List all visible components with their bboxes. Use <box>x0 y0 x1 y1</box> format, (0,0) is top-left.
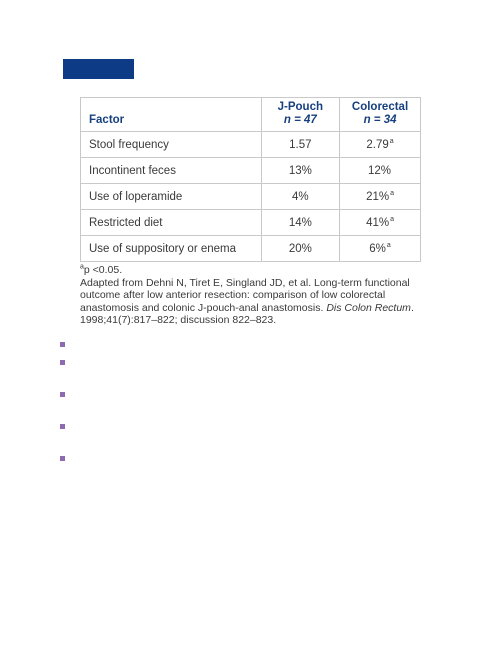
significance-marker: a <box>390 215 394 223</box>
header-colorectal-n-label: n <box>363 114 371 126</box>
factor-cell: Use of suppository or enema <box>81 236 262 262</box>
citation-text: Adapted from Dehni N, Tiret E, Singland JD, et al. Long-term functional outcome after low anterior resection: comparison of low colorectal anastomosis and colonic J-pouch-anal anastomosis. <box>80 276 410 314</box>
colorectal-value: 41% <box>366 216 390 229</box>
header-jpouch <box>261 98 339 132</box>
colorectal-cell <box>340 158 421 184</box>
significance-marker: a <box>390 189 394 197</box>
colorectal-cell <box>340 132 421 158</box>
square-bullet-icon <box>60 360 65 365</box>
factors-table-container <box>80 97 421 262</box>
colorectal-value: 12% <box>368 164 392 177</box>
header-factor: Factor <box>81 98 262 132</box>
factor-cell: Incontinent feces <box>81 158 262 184</box>
square-bullet-icon <box>60 342 65 347</box>
footnote <box>80 264 425 277</box>
table-row <box>81 132 421 158</box>
colorectal-cell <box>340 210 421 236</box>
square-bullet-icon <box>60 424 65 429</box>
header-colorectal-n-value: = 34 <box>370 114 397 126</box>
table-row <box>81 184 421 210</box>
factors-table <box>80 97 421 262</box>
table-row <box>81 158 421 184</box>
section-label-bar <box>63 59 134 79</box>
citation-tail: . 1998;41(7):817–822; discussion 822–823. <box>80 301 414 326</box>
header-jpouch-n-label: n <box>283 114 291 126</box>
footnote-text: p <0.05. <box>83 264 123 276</box>
citation-journal: Dis Colon Rectum <box>326 301 411 314</box>
jpouch-cell: 14% <box>261 210 339 236</box>
header-colorectal <box>340 98 421 132</box>
jpouch-cell: 1.57 <box>261 132 339 158</box>
colorectal-cell <box>340 184 421 210</box>
header-jpouch-n-value: = 47 <box>290 114 317 126</box>
header-jpouch-name: J-Pouch <box>277 101 324 113</box>
citation <box>80 277 425 327</box>
bullet-list <box>60 0 70 650</box>
table-row <box>81 236 421 262</box>
colorectal-value: 2.79 <box>366 138 389 151</box>
footnote-marker: a <box>80 263 84 271</box>
colorectal-cell <box>340 236 421 262</box>
table-notes <box>80 264 425 327</box>
table-header-row <box>81 98 421 132</box>
square-bullet-icon <box>60 456 65 461</box>
significance-marker: a <box>389 137 394 145</box>
jpouch-cell: 13% <box>261 158 339 184</box>
colorectal-value: 21% <box>366 190 390 203</box>
factor-cell: Restricted diet <box>81 210 262 236</box>
factor-cell: Use of loperamide <box>81 184 262 210</box>
factor-cell: Stool frequency <box>81 132 262 158</box>
table-row <box>81 210 421 236</box>
header-colorectal-name: Colorectal <box>351 101 409 113</box>
colorectal-value: 6% <box>369 242 386 255</box>
header-jpouch-n <box>266 114 335 127</box>
header-colorectal-n <box>344 114 416 127</box>
jpouch-cell: 20% <box>261 236 339 262</box>
jpouch-cell: 4% <box>261 184 339 210</box>
significance-marker: a <box>386 241 391 249</box>
square-bullet-icon <box>60 392 65 397</box>
